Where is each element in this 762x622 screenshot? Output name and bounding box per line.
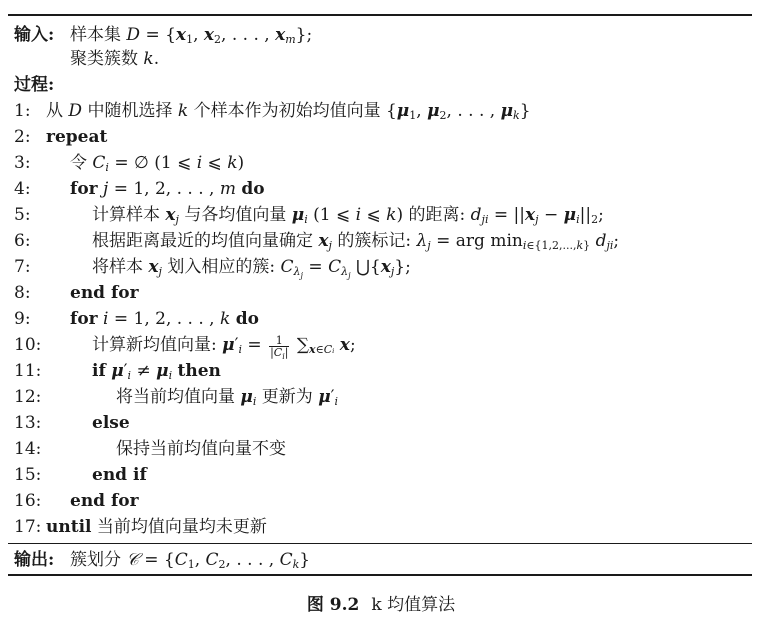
repeat-keyword: repeat — [46, 127, 108, 147]
line-text: for j = 1, 2, . . . , m do — [70, 179, 265, 199]
line-number: 6: — [14, 231, 31, 251]
caption-figure-number: 图 9.2 — [306, 595, 360, 615]
line-number: 11: — [14, 361, 42, 381]
input-line-2-text: 聚类簇数 k. — [70, 49, 160, 69]
line-text: until 当前均值向量均未更新 — [46, 517, 267, 537]
line-number: 3: — [14, 153, 31, 173]
caption-title: k 均值算法 — [371, 595, 456, 615]
line-text: 保持当前均值向量不变 — [116, 439, 286, 459]
input-line-1-text: 样本集 $D = \{x_1$, $x_2$, . . . , $x_m$}; — [70, 25, 313, 46]
line-number: 15: — [14, 465, 42, 485]
line-text: 从 D 中随机选择 k 个样本作为初始均值向量 {$\mu_1$, $\mu_2$, . . . , $\mu_k$} — [46, 101, 531, 122]
line-number: 9: — [14, 309, 31, 329]
line-number: 1: — [14, 101, 31, 121]
line-number: 2: — [14, 127, 31, 147]
line-text: 根据距离最近的均值向量确定 $x_j$ 的簇标记: $\lambda_j$ = arg $\min_{i\in\{1,2,...,k\}} d_{ji}$; — [92, 231, 620, 252]
input-label: 输入: — [14, 25, 55, 45]
line-text: 计算样本 $x_j$ 与各均值向量 $\mu_i$ (1 ⩽ i ⩽ k) 的距离: $d_{ji} = ||x_j - \mu_i||_2$; — [92, 205, 604, 226]
line-text: 将样本 $x_j$ 划入相应的簇: $C_{\lambda_j} = C_{\lambda_j}$ $⋃\{x_j\}$; — [92, 257, 411, 280]
line-text: end for — [70, 491, 139, 511]
line-number: 17: — [14, 517, 42, 537]
line-number: 5: — [14, 205, 31, 225]
output-label: 输出: — [14, 550, 55, 570]
middle-rule — [8, 543, 752, 544]
line-number: 8: — [14, 283, 31, 303]
line-number: 12: — [14, 387, 42, 407]
line-text: 计算新均值向量: $\mu'_i$ = $\frac{1}{|C_i|}$ $\sum_{x\in Cᵢ}$ x; — [92, 334, 356, 361]
line-number: 4: — [14, 179, 31, 199]
line-text: else — [92, 413, 130, 433]
figure-caption — [0, 590, 762, 615]
line-number: 14: — [14, 439, 42, 459]
line-number: 13: — [14, 413, 42, 433]
bottom-rule — [8, 574, 752, 576]
line-text: if $\mu'_i \ne \mu_i$ then — [92, 361, 221, 382]
process-label: 过程: — [14, 75, 55, 95]
line-text: for i = 1, 2, . . . , k do — [70, 309, 259, 329]
line-text: end for — [70, 283, 139, 303]
line-number: 10: — [14, 335, 42, 355]
output-text: 簇划分 𝒞 = {$C_1$, $C_2$, . . . , $C_k$} — [70, 550, 311, 571]
line-number: 16: — [14, 491, 42, 511]
line-text: end if — [92, 465, 147, 485]
top-rule — [8, 14, 752, 16]
line-text: 令 $C_i$ = ∅ (1 ⩽ i ⩽ k) — [70, 153, 245, 174]
line-number: 7: — [14, 257, 31, 277]
line-text: 将当前均值向量 $\mu_i$ 更新为 $\mu'_i$ — [116, 387, 339, 408]
